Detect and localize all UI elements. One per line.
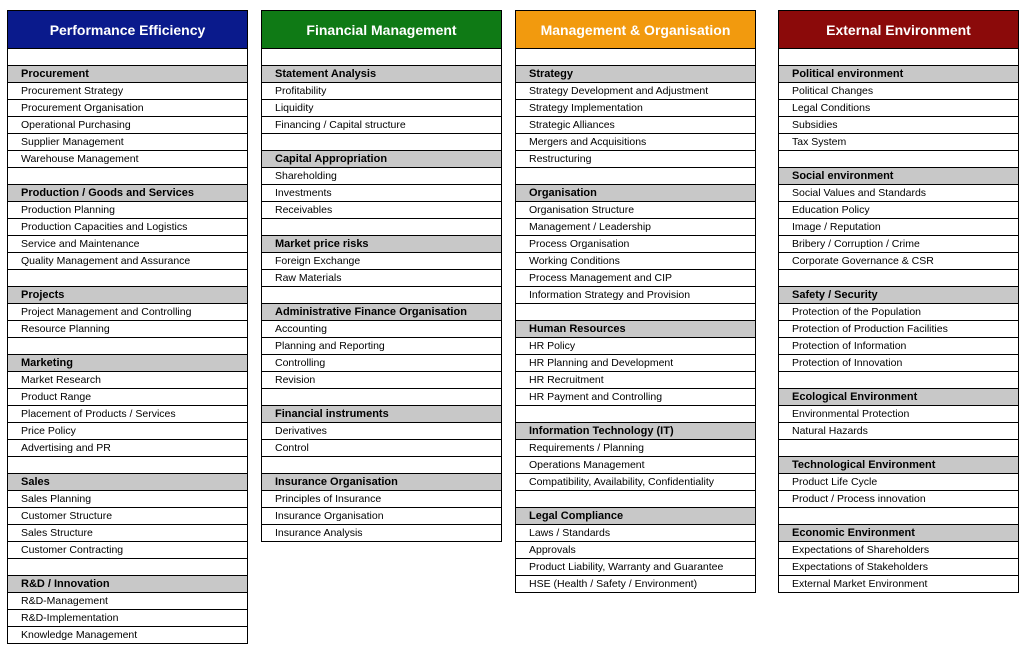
section-header: Marketing	[8, 355, 247, 372]
spacer-row	[262, 389, 501, 406]
spacer-row	[779, 372, 1018, 389]
list-item: Legal Conditions	[779, 100, 1018, 117]
list-item: Restructuring	[516, 151, 755, 168]
list-item: HSE (Health / Safety / Environment)	[516, 576, 755, 593]
list-item: Strategic Alliances	[516, 117, 755, 134]
list-item: Operational Purchasing	[8, 117, 247, 134]
list-item: Approvals	[516, 542, 755, 559]
spacer-row	[8, 457, 247, 474]
column-header: Performance Efficiency	[7, 10, 248, 49]
section-header: Financial instruments	[262, 406, 501, 423]
list-item: Expectations of Shareholders	[779, 542, 1018, 559]
section-header: Social environment	[779, 168, 1018, 185]
column-table	[261, 49, 502, 542]
list-item: Control	[262, 440, 501, 457]
list-item: HR Policy	[516, 338, 755, 355]
list-item: HR Planning and Development	[516, 355, 755, 372]
section-header: Production / Goods and Services	[8, 185, 247, 202]
list-item: Tax System	[779, 134, 1018, 151]
list-item: Raw Materials	[262, 270, 501, 287]
list-item: Process Management and CIP	[516, 270, 755, 287]
list-item: HR Payment and Controlling	[516, 389, 755, 406]
spacer-row	[8, 270, 247, 287]
section-header: Economic Environment	[779, 525, 1018, 542]
list-item: Mergers and Acquisitions	[516, 134, 755, 151]
list-item: Warehouse Management	[8, 151, 247, 168]
spacer-row	[779, 151, 1018, 168]
list-item: Information Strategy and Provision	[516, 287, 755, 304]
list-item: Protection of Production Facilities	[779, 321, 1018, 338]
spacer-row	[262, 134, 501, 151]
list-item: Insurance Organisation	[262, 508, 501, 525]
list-item: Process Organisation	[516, 236, 755, 253]
section-header: Human Resources	[516, 321, 755, 338]
column-table	[778, 49, 1019, 593]
list-item: Procurement Strategy	[8, 83, 247, 100]
list-item: Organisation Structure	[516, 202, 755, 219]
list-item: Product Range	[8, 389, 247, 406]
list-item: Profitability	[262, 83, 501, 100]
list-item: Accounting	[262, 321, 501, 338]
list-item: Social Values and Standards	[779, 185, 1018, 202]
section-header: Organisation	[516, 185, 755, 202]
list-item: Protection of Information	[779, 338, 1018, 355]
list-item: Production Planning	[8, 202, 247, 219]
list-item: Controlling	[262, 355, 501, 372]
list-item: Strategy Development and Adjustment	[516, 83, 755, 100]
column-table	[515, 49, 756, 593]
list-item: Insurance Analysis	[262, 525, 501, 542]
list-item: Corporate Governance & CSR	[779, 253, 1018, 270]
column-table	[7, 49, 248, 644]
spacer-row	[516, 304, 755, 321]
list-item: Supplier Management	[8, 134, 247, 151]
list-item: Natural Hazards	[779, 423, 1018, 440]
spacer-row	[779, 508, 1018, 525]
list-item: Liquidity	[262, 100, 501, 117]
list-item: Bribery / Corruption / Crime	[779, 236, 1018, 253]
list-item: Customer Contracting	[8, 542, 247, 559]
spacer-row	[8, 49, 247, 66]
section-header: Political environment	[779, 66, 1018, 83]
list-item: Procurement Organisation	[8, 100, 247, 117]
list-item: Management / Leadership	[516, 219, 755, 236]
list-item: Planning and Reporting	[262, 338, 501, 355]
spacer-row	[516, 491, 755, 508]
list-item: Environmental Protection	[779, 406, 1018, 423]
section-header: Procurement	[8, 66, 247, 83]
column-3	[778, 10, 1019, 593]
spacer-row	[262, 287, 501, 304]
list-item: Education Policy	[779, 202, 1018, 219]
list-item: Laws / Standards	[516, 525, 755, 542]
list-item: Project Management and Controlling	[8, 304, 247, 321]
list-item: Knowledge Management	[8, 627, 247, 644]
spacer-row	[516, 406, 755, 423]
list-item: Expectations of Stakeholders	[779, 559, 1018, 576]
list-item: R&D-Management	[8, 593, 247, 610]
spacer-row	[8, 559, 247, 576]
spacer-row	[8, 338, 247, 355]
list-item: Working Conditions	[516, 253, 755, 270]
section-header: Legal Compliance	[516, 508, 755, 525]
spacer-row	[516, 49, 755, 66]
section-header: Sales	[8, 474, 247, 491]
list-item: Quality Management and Assurance	[8, 253, 247, 270]
list-item: Foreign Exchange	[262, 253, 501, 270]
list-item: Price Policy	[8, 423, 247, 440]
spacer-row	[262, 219, 501, 236]
list-item: Operations Management	[516, 457, 755, 474]
section-header: Market price risks	[262, 236, 501, 253]
spacer-row	[262, 49, 501, 66]
section-header: Statement Analysis	[262, 66, 501, 83]
list-item: Protection of Innovation	[779, 355, 1018, 372]
section-header: Ecological Environment	[779, 389, 1018, 406]
list-item: Sales Structure	[8, 525, 247, 542]
section-header: Administrative Finance Organisation	[262, 304, 501, 321]
list-item: Principles of Insurance	[262, 491, 501, 508]
list-item: Derivatives	[262, 423, 501, 440]
list-item: Sales Planning	[8, 491, 247, 508]
list-item: Product / Process innovation	[779, 491, 1018, 508]
list-item: Requirements / Planning	[516, 440, 755, 457]
column-2	[515, 10, 756, 593]
list-item: Investments	[262, 185, 501, 202]
list-item: Protection of the Population	[779, 304, 1018, 321]
section-header: Capital Appropriation	[262, 151, 501, 168]
list-item: Shareholding	[262, 168, 501, 185]
list-item: Compatibility, Availability, Confidentiality	[516, 474, 755, 491]
list-item: Market Research	[8, 372, 247, 389]
list-item: External Market Environment	[779, 576, 1018, 593]
list-item: HR Recruitment	[516, 372, 755, 389]
list-item: Product Liability, Warranty and Guarantee	[516, 559, 755, 576]
section-header: Projects	[8, 287, 247, 304]
section-header: Information Technology (IT)	[516, 423, 755, 440]
spacer-row	[262, 457, 501, 474]
list-item: Service and Maintenance	[8, 236, 247, 253]
list-item: Strategy Implementation	[516, 100, 755, 117]
section-header: R&D / Innovation	[8, 576, 247, 593]
list-item: Resource Planning	[8, 321, 247, 338]
list-item: Revision	[262, 372, 501, 389]
section-header: Insurance Organisation	[262, 474, 501, 491]
list-item: Placement of Products / Services	[8, 406, 247, 423]
list-item: Financing / Capital structure	[262, 117, 501, 134]
spacer-row	[779, 270, 1018, 287]
spacer-row	[8, 168, 247, 185]
list-item: R&D-Implementation	[8, 610, 247, 627]
column-header: Management & Organisation	[515, 10, 756, 49]
list-item: Customer Structure	[8, 508, 247, 525]
column-1	[261, 10, 502, 542]
list-item: Image / Reputation	[779, 219, 1018, 236]
spacer-row	[516, 168, 755, 185]
spacer-row	[779, 440, 1018, 457]
list-item: Production Capacities and Logistics	[8, 219, 247, 236]
list-item: Receivables	[262, 202, 501, 219]
list-item: Product Life Cycle	[779, 474, 1018, 491]
list-item: Subsidies	[779, 117, 1018, 134]
section-header: Safety / Security	[779, 287, 1018, 304]
column-0	[7, 10, 248, 644]
column-header: Financial Management	[261, 10, 502, 49]
section-header: Technological Environment	[779, 457, 1018, 474]
spacer-row	[779, 49, 1018, 66]
section-header: Strategy	[516, 66, 755, 83]
column-header: External Environment	[778, 10, 1019, 49]
list-item: Political Changes	[779, 83, 1018, 100]
list-item: Advertising and PR	[8, 440, 247, 457]
